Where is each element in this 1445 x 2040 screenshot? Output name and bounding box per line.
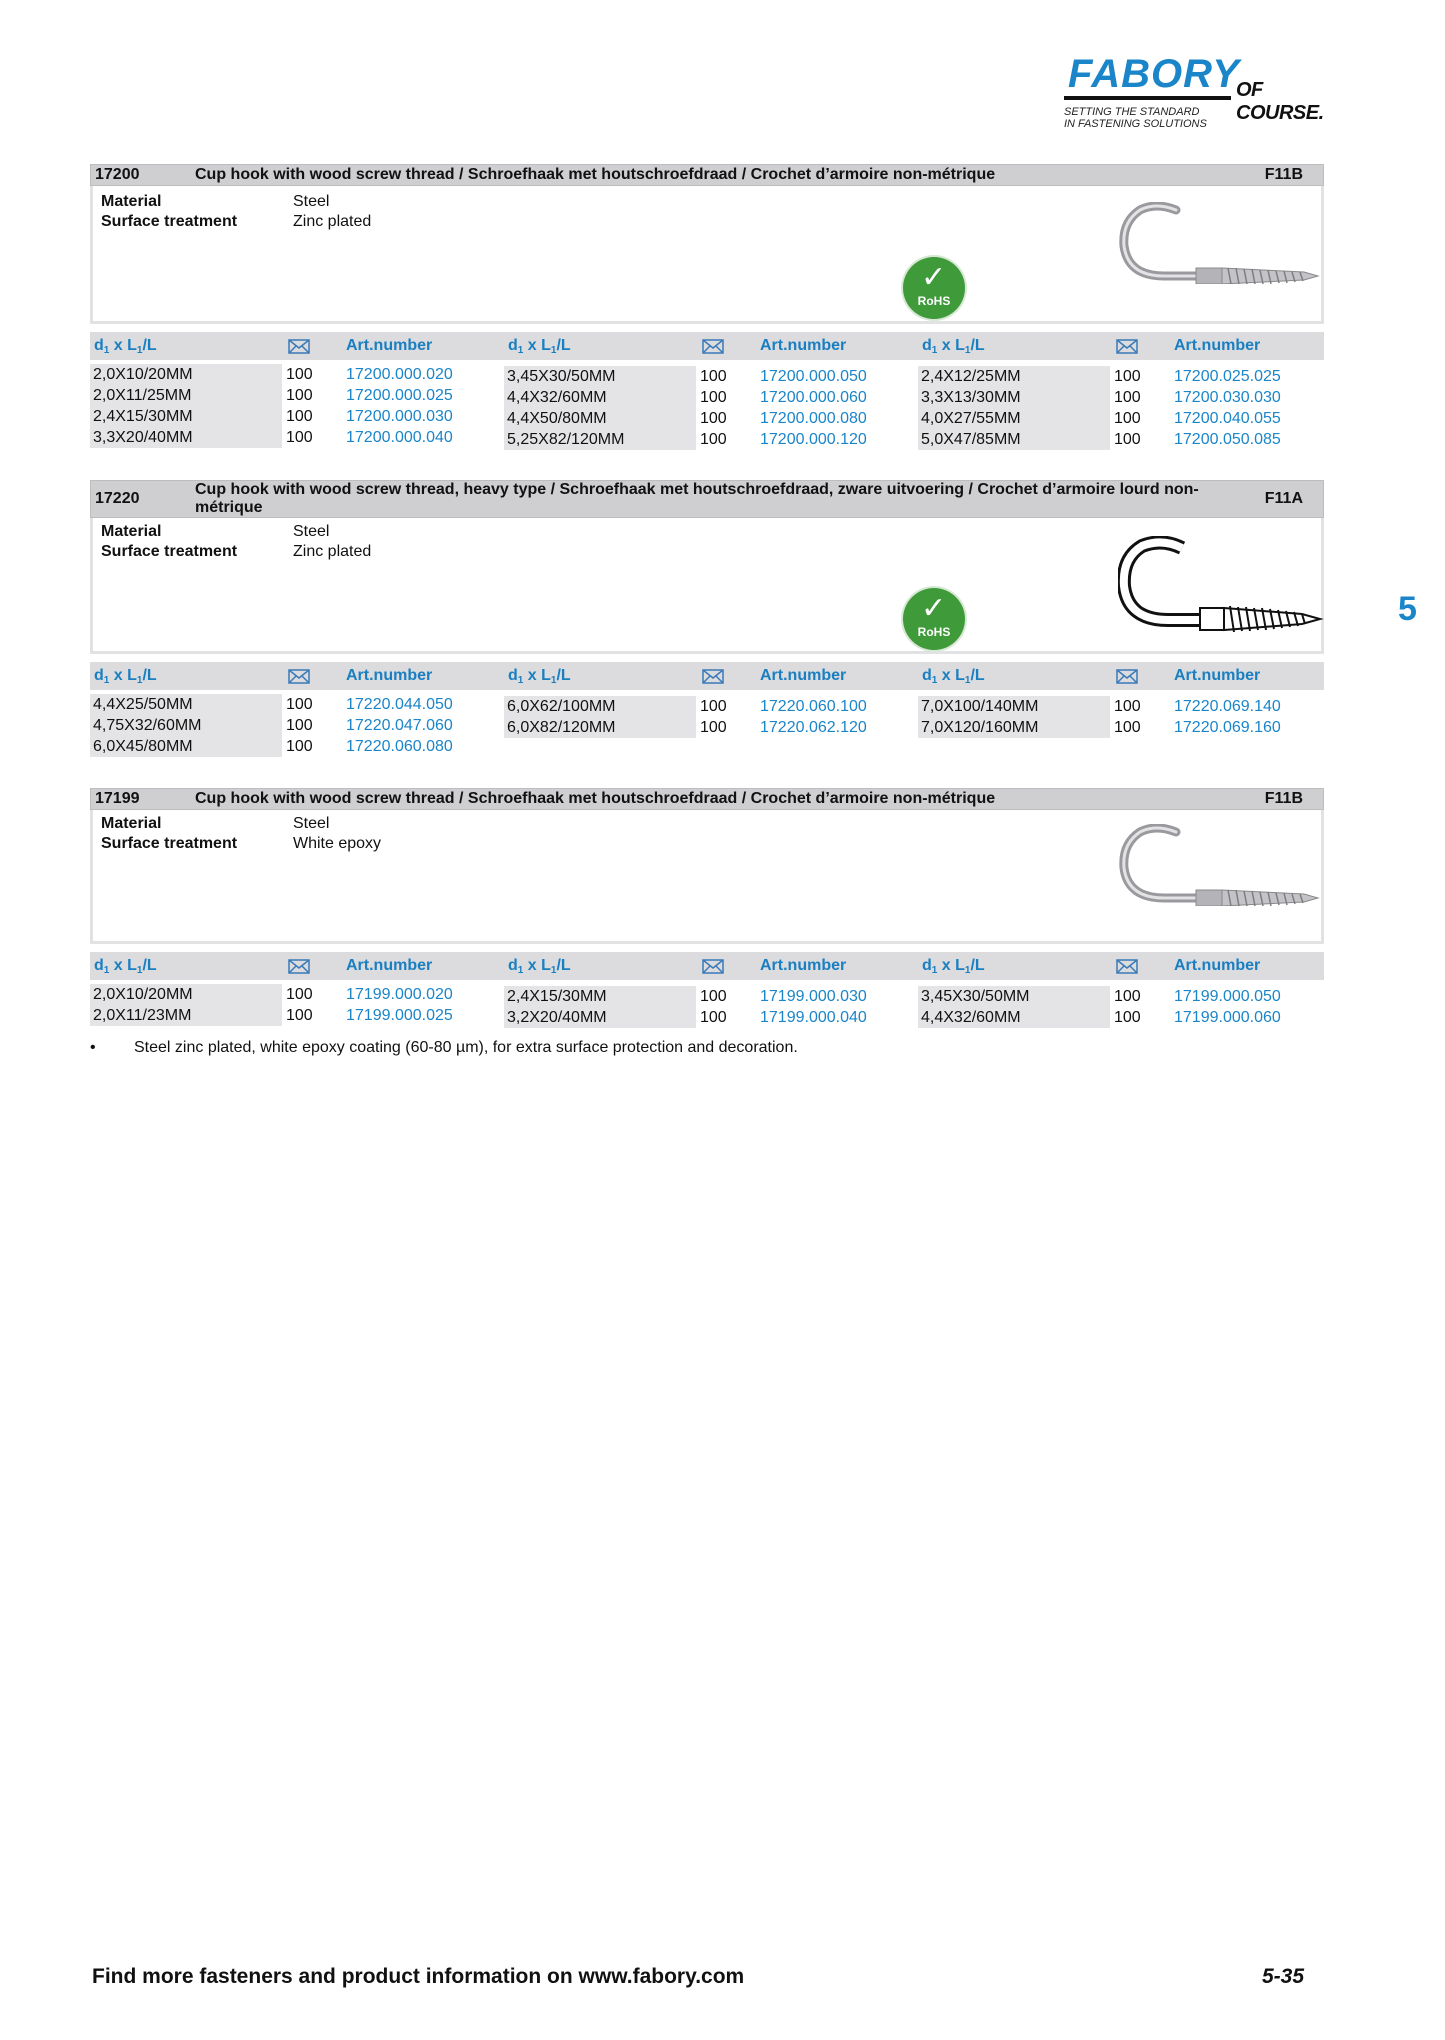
col-header-dimensions: $d_1$ x $L_1/L$ (922, 337, 985, 356)
logo-tagline-1: SETTING THE STANDARD (1064, 106, 1200, 118)
spec-material-label: Material (101, 523, 162, 540)
spec-material-label: Material (101, 193, 162, 210)
package-envelope-icon (1116, 959, 1138, 974)
article-number[interactable]: 17200.000.030 (346, 408, 453, 425)
spec-surface-label: Surface treatment (101, 543, 238, 560)
col-header-art: Art.number (760, 667, 847, 684)
spec-surface-value: Zinc plated (293, 543, 372, 560)
article-number[interactable]: 17200.000.080 (760, 410, 867, 427)
section-body (90, 186, 1324, 324)
article-number[interactable]: 17220.060.080 (346, 738, 453, 755)
package-envelope-icon (288, 959, 310, 974)
product-section-17220 (90, 480, 1324, 755)
col-header-art: Art.number (1174, 957, 1261, 974)
col-header-dimensions: $d_1$ x $L_1/L$ (922, 667, 985, 686)
package-envelope-icon (1116, 669, 1138, 684)
col-header-art: Art.number (346, 337, 433, 354)
product-section-17200 (90, 164, 1324, 448)
article-number[interactable]: 17199.000.030 (760, 988, 867, 1005)
col-header-dimensions: $d_1$ x $L_1/L$ (94, 957, 157, 976)
note-text: Steel zinc plated, white epoxy coating (60-80 µm), for extra surface protection and decoration. (134, 1039, 798, 1056)
col-header-art: Art.number (1174, 337, 1261, 354)
product-code: 17199 (95, 790, 140, 807)
cup-hook-heavy-icon (1118, 536, 1328, 632)
page-number: 5-35 (1262, 1965, 1305, 1988)
col-header-dimensions: $d_1$ x $L_1/L$ (508, 957, 571, 976)
section-header (90, 164, 1324, 186)
footer-website-text: Find more fasteners and product information on www.fabory.com (92, 1965, 745, 1988)
product-class: F11A (1264, 490, 1303, 507)
article-number[interactable]: 17220.069.140 (1174, 698, 1281, 715)
article-number[interactable]: 17200.050.085 (1174, 431, 1281, 448)
article-number[interactable]: 17200.000.025 (346, 387, 453, 404)
article-number[interactable]: 17220.047.060 (346, 717, 453, 734)
article-table: $d_1$ x $L_1/L$ Art.number $d_1$ x $L_1/L$ Art.number $d_1$ x $L_1/L$ Art.number 2,0X10/20MM 100 17199.000.020 2,0X11/23MM 100 17199.000.025 2,4X15/30MM 100 17199.000.030 3,2X20/40MM 100 17199.000.040 3,45X30/50MM 100 17199.000.050 4,4X32/60MM 100 17199.000.060 (90, 952, 1324, 980)
product-title: Cup hook with wood screw thread, heavy type / Schroefhaak met houtschroefdraad, zware uitvoering / Crochet d’armoire lourd non-métrique (195, 481, 1199, 516)
col-header-dimensions: $d_1$ x $L_1/L$ (508, 667, 571, 686)
section-header (90, 788, 1324, 810)
product-class: F11B (1264, 166, 1303, 183)
note-bullet: • (90, 1039, 96, 1056)
spec-material (101, 814, 329, 834)
article-number[interactable]: 17200.000.020 (346, 366, 453, 383)
col-header-art: Art.number (760, 957, 847, 974)
spec-material (101, 192, 329, 212)
package-envelope-icon (702, 959, 724, 974)
table-header (90, 952, 1324, 980)
article-number[interactable]: 17200.030.030 (1174, 389, 1281, 406)
logo-tagline (1064, 106, 1207, 130)
package-envelope-icon (1116, 339, 1138, 354)
package-envelope-icon (702, 669, 724, 684)
col-header-art: Art.number (346, 667, 433, 684)
spec-surface (101, 834, 381, 854)
rohs-label: RoHS (917, 625, 951, 639)
table-header (90, 662, 1324, 690)
product-code: 17200 (95, 166, 140, 183)
cup-hook-icon (1118, 202, 1328, 284)
spec-surface (101, 212, 371, 232)
product-title: Cup hook with wood screw thread / Schroefhaak met houtschroefdraad / Crochet d’armoire non-métrique (195, 790, 996, 807)
article-number[interactable]: 17199.000.020 (346, 986, 453, 1003)
article-number[interactable]: 17200.000.060 (760, 389, 867, 406)
product-section-17199 (90, 788, 1324, 1026)
article-number[interactable]: 17200.000.040 (346, 429, 453, 446)
spec-surface-label: Surface treatment (101, 835, 238, 852)
spec-surface-value: Zinc plated (293, 213, 372, 230)
cup-hook-icon (1118, 824, 1328, 906)
col-header-dimensions: $d_1$ x $L_1/L$ (508, 337, 571, 356)
section-header (90, 480, 1324, 518)
section-body (90, 810, 1324, 944)
spec-material-value: Steel (293, 523, 330, 540)
product-class: F11B (1264, 790, 1303, 807)
table-header (90, 332, 1324, 360)
rohs-label: RoHS (917, 294, 951, 308)
article-number[interactable]: 17220.060.100 (760, 698, 867, 715)
article-number[interactable]: 17199.000.060 (1174, 1009, 1281, 1026)
col-header-dimensions: $d_1$ x $L_1/L$ (94, 337, 157, 356)
fabory-logo (1060, 52, 1350, 132)
product-title: Cup hook with wood screw thread / Schroefhaak met houtschroefdraad / Crochet d’armoire non-métrique (195, 166, 996, 183)
section-body (90, 518, 1324, 654)
spec-surface (101, 542, 371, 562)
spec-material-value: Steel (293, 815, 330, 832)
article-number[interactable]: 17199.000.050 (1174, 988, 1281, 1005)
article-number[interactable]: 17199.000.025 (346, 1007, 453, 1024)
package-envelope-icon (288, 339, 310, 354)
spec-material (101, 522, 329, 542)
article-number[interactable]: 17220.069.160 (1174, 719, 1281, 736)
col-header-art: Art.number (760, 337, 847, 354)
product-code: 17220 (95, 490, 140, 507)
col-header-art: Art.number (1174, 667, 1261, 684)
logo-tagline-2: IN FASTENING SOLUTIONS (1064, 118, 1207, 130)
chapter-marker: 5 (1398, 590, 1417, 628)
rohs-icon: ✓ RoHS (903, 588, 965, 650)
rohs-icon: ✓ RoHS (903, 257, 965, 319)
package-envelope-icon (288, 669, 310, 684)
article-table: $d_1$ x $L_1/L$ Art.number $d_1$ x $L_1/L$ Art.number $d_1$ x $L_1/L$ Art.number 2,0X10/20MM 100 17200.000.020 2,0X11/25MM 100 17200.000.025 2,4X15/30MM 100 17200.000.030 3,3X20/40MM 100 17200.000.040 3,45X30/50MM 100 17200.000.050 4,4X32/60MM 100 17200.000.060 4,4X50/80MM 100 17200.000.080 5,25X82/120MM 100 17200.000.120 2,4X12/25MM 100 17200.025.025 3,3X13/30MM 100 17200.030.030 4,0X27/55MM 100 17200.040.055 5,0X47/85MM 100 17200.050.085 (90, 332, 1324, 360)
package-envelope-icon (702, 339, 724, 354)
spec-surface-label: Surface treatment (101, 213, 238, 230)
logo-brand: FABORY (1068, 52, 1240, 96)
article-number[interactable]: 17200.040.055 (1174, 410, 1281, 427)
article-number[interactable]: 17220.062.120 (760, 719, 867, 736)
article-number[interactable]: 17200.025.025 (1174, 368, 1281, 385)
article-number[interactable]: 17220.044.050 (346, 696, 453, 713)
col-header-dimensions: $d_1$ x $L_1/L$ (922, 957, 985, 976)
spec-material-value: Steel (293, 193, 330, 210)
col-header-art: Art.number (346, 957, 433, 974)
logo-underline (1064, 96, 1231, 100)
article-number[interactable]: 17200.000.120 (760, 431, 867, 448)
article-number[interactable]: 17199.000.040 (760, 1009, 867, 1026)
col-header-dimensions: $d_1$ x $L_1/L$ (94, 667, 157, 686)
article-table: $d_1$ x $L_1/L$ Art.number $d_1$ x $L_1/L$ Art.number $d_1$ x $L_1/L$ Art.number 4,4X25/50MM 100 17220.044.050 4,75X32/60MM 100 17220.047.060 6,0X45/80MM 100 17220.060.080 6,0X62/100MM 100 17220.060.100 6,0X82/120MM 100 17220.062.120 7,0X100/140MM 100 17220.069.140 7,0X120/160MM 100 17220.069.160 (90, 662, 1324, 690)
spec-material-label: Material (101, 815, 162, 832)
logo-slogan: OF COURSE. (1236, 79, 1324, 124)
article-number[interactable]: 17200.000.050 (760, 368, 867, 385)
spec-surface-value: White epoxy (293, 835, 382, 852)
